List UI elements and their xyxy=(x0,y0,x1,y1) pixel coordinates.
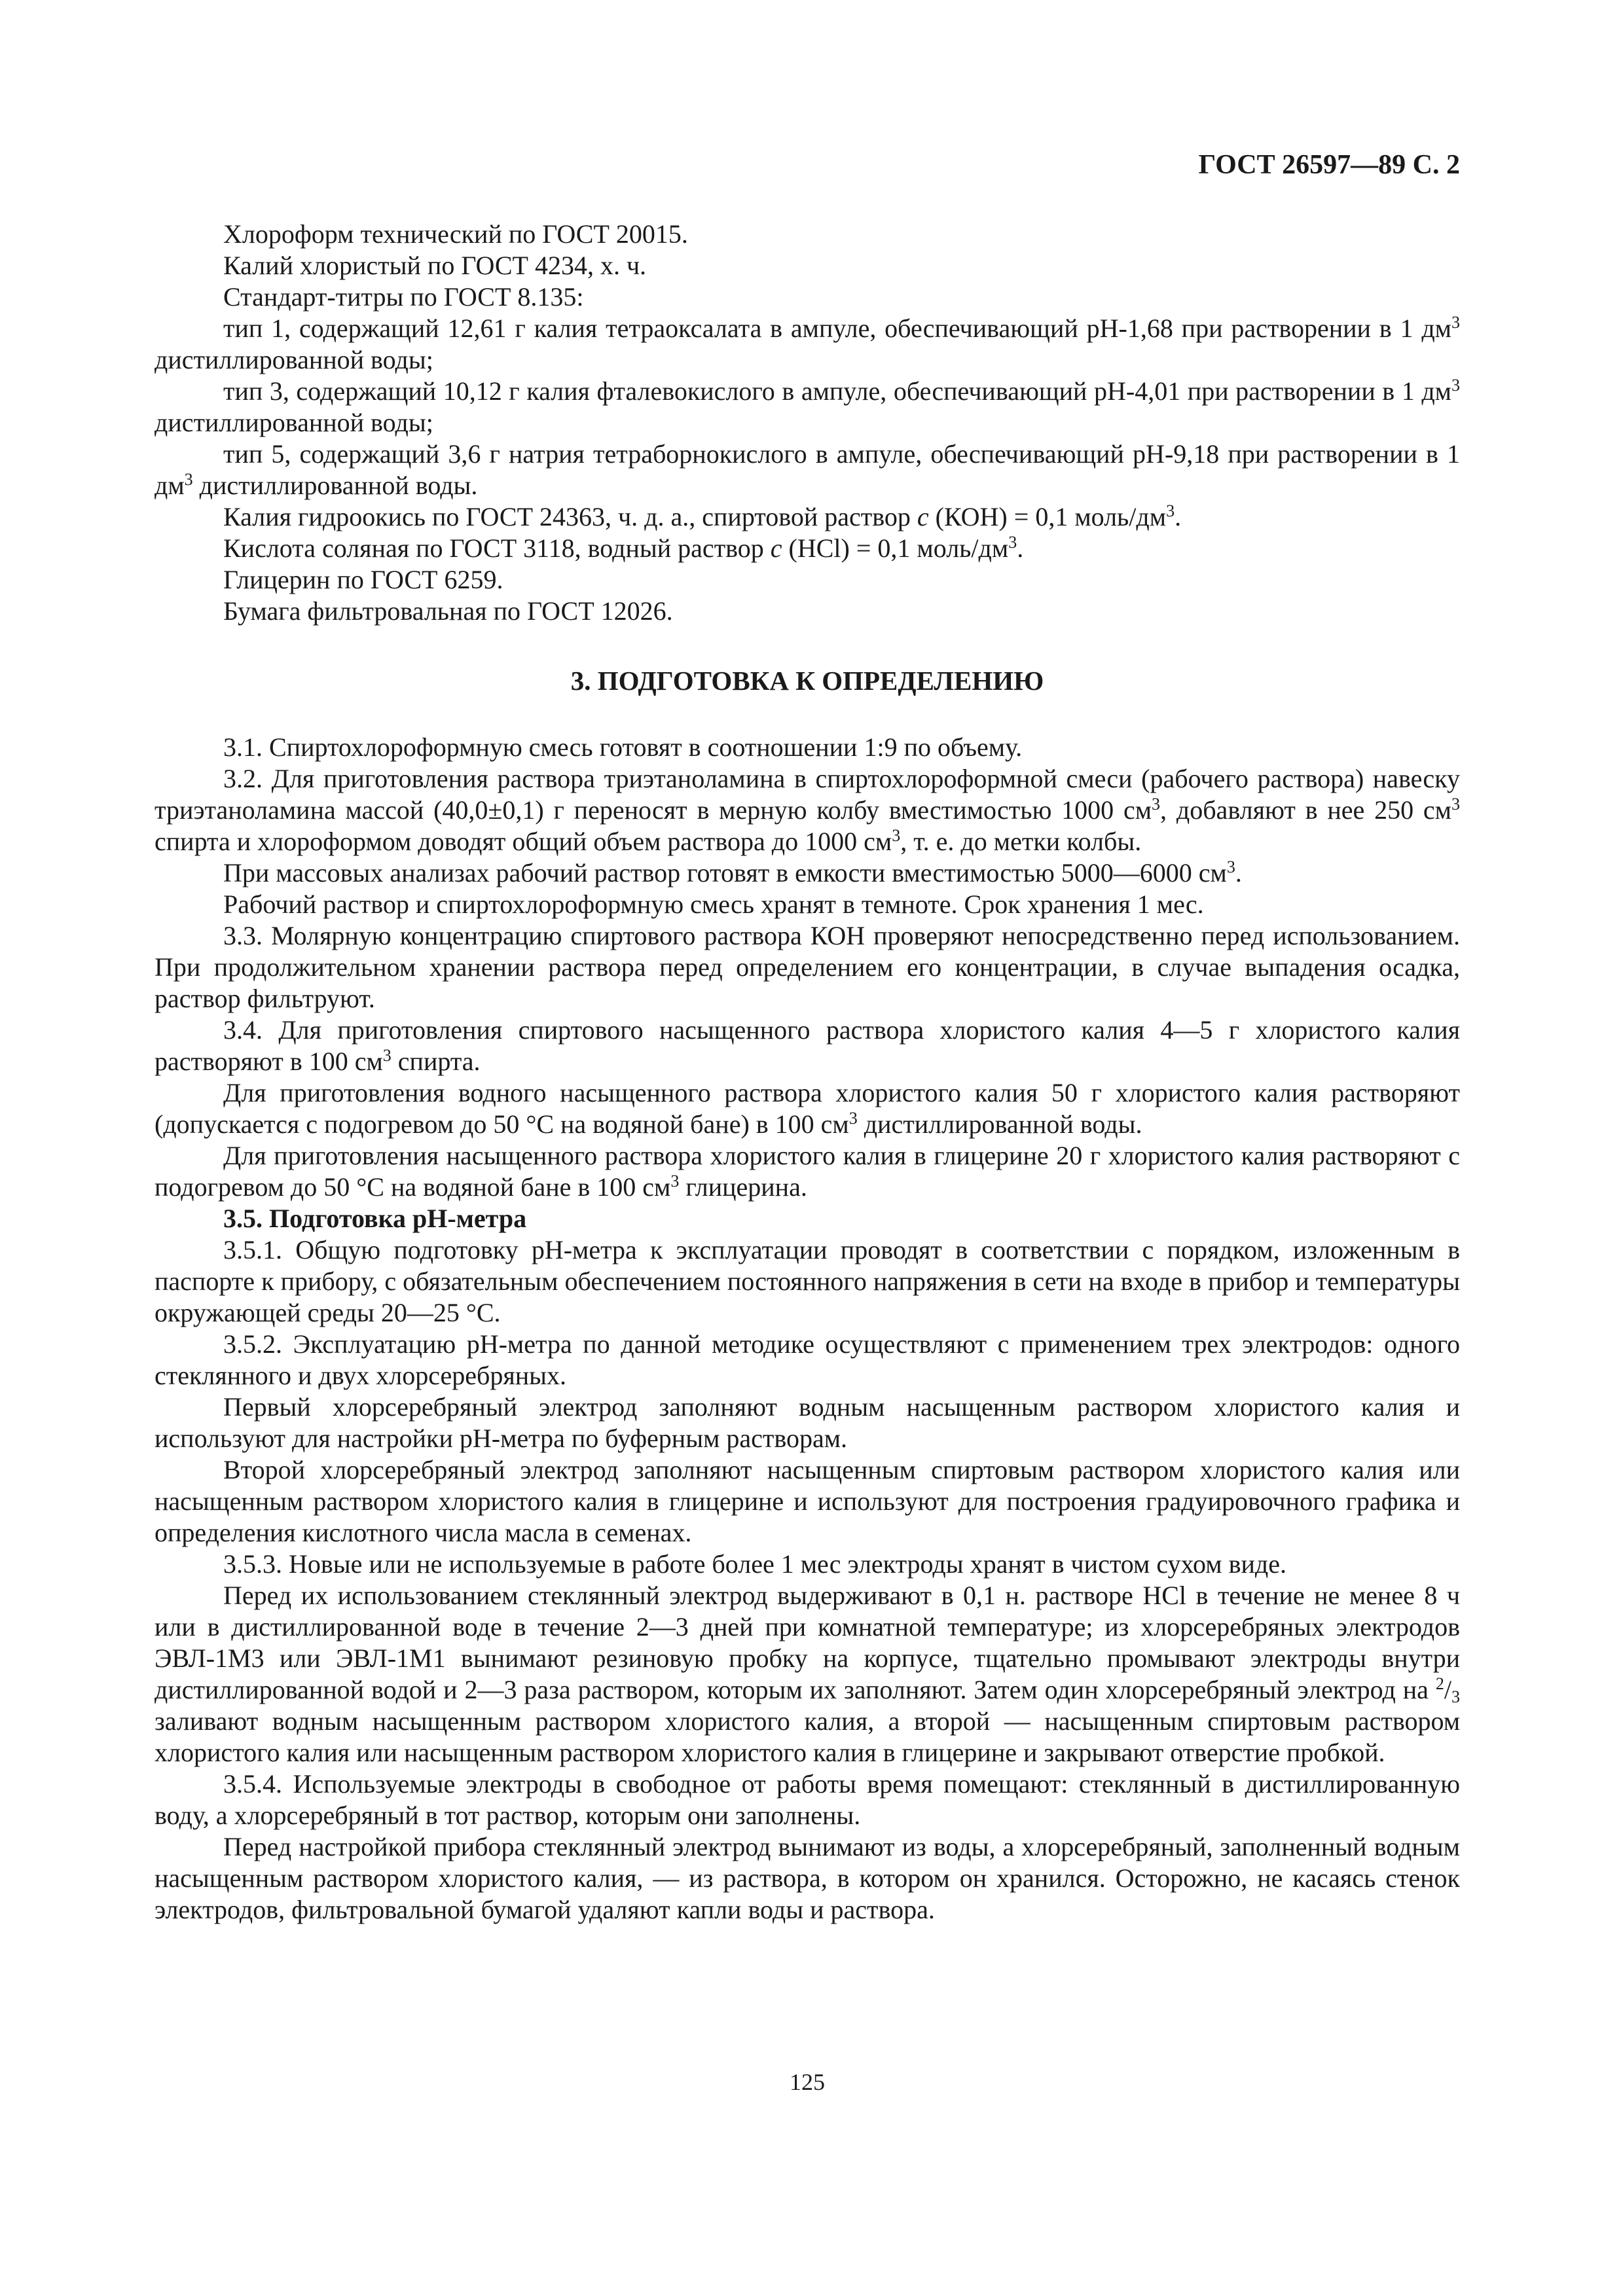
clause-3-1: 3.1. Спиртохлороформную смесь готовят в соотношении 1:9 по объему. xyxy=(223,732,1023,762)
titre-type-3: тип 3, содержащий 10,12 г калия фталевокислого в ампуле, обеспечивающий рН-4,01 при растворении в 1 $дм^3$ дистиллированной воды; xyxy=(155,376,1460,437)
page-number: 125 xyxy=(790,2069,825,2095)
titre-type-5: тип 5, содержащий 3,6 г натрия тетраборнокислого в ампуле, обеспечивающий рН-9,18 при растворении в 1 $дм^3$ дистиллированной воды. xyxy=(155,439,1460,500)
clause-3-3: 3.3. Молярную концентрацию спиртового раствора КОН проверяют непосредственно перед использованием. При продолжительном хранении раствора перед определением его концентрации, в случае выпадения осадка, раствор фильтруют. xyxy=(155,921,1460,1013)
paragraph-mass-analysis: При массовых анализах рабочий раствор готовят в емкости вместимостью 5000—6000 $см^3$. xyxy=(223,857,1242,888)
clause-3-5-4: 3.5.4. Используемые электроды в свободное от работы время помещают: стеклянный в дистиллированную воду, а хлорсеребряный в тот раствор, которым они заполнены. xyxy=(155,1769,1460,1830)
reagent-standard-titres: Стандарт-титры по ГОСТ 8.135: xyxy=(223,282,584,312)
paragraph-aqueous-solution: Для приготовления водного насыщенного раствора хлористого калия 50 г хлористого калия растворяют (допускается с подогревом до 50 °С на водяной бане) в 100 $см^3$ дистиллированной воды. xyxy=(155,1078,1460,1139)
titre-type-1: тип 1, содержащий 12,61 г калия тетраоксалата в ампуле, обеспечивающий рН-1,68 при растворении в 1 $дм^3$ дистиллированной воды; xyxy=(155,313,1460,374)
clause-3-2: 3.2. Для приготовления раствора триэтаноламина в спиртохлороформной смеси (рабочего раствора) навеску триэтаноламина массой (40,0±0,1) г переносят в мерную колбу вместимостью 1000 $см^3$, добавляют в нее 250 $см^3$ спирта и хлороформом доводят общий объем раствора до 1000 $см^3$, т. е. до метки колбы. xyxy=(155,764,1460,856)
reagent-filter-paper: Бумага фильтровальная по ГОСТ 12026. xyxy=(223,596,673,626)
paragraph-before-use: Перед их использованием стеклянный электрод выдерживают в 0,1 н. растворе НСl в течение не менее 8 ч или в дистиллированной воде в течение 2—3 дней при комнатной температуре; из хлорсеребряных электродов ЭВЛ-1М3 или ЭВЛ-1М1 вынимают резиновую пробку на корпусе, тщательно промывают электроды внутри дистиллированной водой и 2—3 раза раствором, которым их заполняют. Затем один хлорсеребряный электрод на $^2/_3$ заливают водным насыщенным раствором хлористого калия, а второй — насыщенным спиртовым раствором хлористого калия или насыщенным раствором хлористого калия в глицерине и закрывают отверстие пробкой. xyxy=(155,1581,1460,1767)
paragraph-glycerin-solution: Для приготовления насыщенного раствора хлористого калия в глицерине 20 г хлористого калия растворяют с подогревом до 50 °С на водяной бане в 100 $см^3$ глицерина. xyxy=(155,1141,1460,1202)
document-page xyxy=(155,0,1460,2296)
paragraph-storage: Рабочий раствор и спиртохлороформную смесь хранят в темноте. Срок хранения 1 мес. xyxy=(223,889,1204,919)
paragraph-setup: Перед настройкой прибора стеклянный электрод вынимают из воды, а хлорсеребряный, заполненный водным насыщенным раствором хлористого калия, — из раствора, в котором он хранился. Осторожно, не касаясь стенок электродов, фильтровальной бумагой удаляют капли воды и раствора. xyxy=(155,1832,1460,1924)
paragraph-first-electrode: Первый хлорсеребряный электрод заполняют водным насыщенным раствором хлористого калия и используют для настройки рН-метра по буферным растворам. xyxy=(155,1392,1460,1453)
clause-3-4: 3.4. Для приготовления спиртового насыщенного раствора хлористого калия 4—5 г хлористого калия растворяют в 100 $см^3$ спирта. xyxy=(155,1015,1460,1076)
document-body xyxy=(155,219,1460,1926)
clause-3-5-2: 3.5.2. Эксплуатацию рН-метра по данной методике осуществляют с применением трех электродов: одного стеклянного и двух хлорсеребряных. xyxy=(155,1329,1460,1390)
page-header: ГОСТ 26597—89 С. 2 xyxy=(1198,150,1460,180)
reagent-chloroform: Хлороформ технический по ГОСТ 20015. xyxy=(223,219,688,249)
subsection-heading: 3.5. Подготовка рН-метра xyxy=(223,1204,527,1233)
reagent-glycerin: Глицерин по ГОСТ 6259. xyxy=(223,565,503,594)
reagent-koh: Калия гидроокись по ГОСТ 24363, ч. д. а., спиртовой раствор с (КОН) = 0,1 моль/$дм^3$. xyxy=(223,501,1182,531)
clause-3-5-3: 3.5.3. Новые или не используемые в работе более 1 мес электроды хранят в чистом сухом виде. xyxy=(223,1549,1286,1579)
clause-3-5-1: 3.5.1. Общую подготовку рН-метра к эксплуатации проводят в соответствии с порядком, изложенным в паспорте к прибору, с обязательным обеспечением постоянного напряжения в сети на входе в прибор и температуры окружающей среды 20—25 °С. xyxy=(155,1235,1460,1327)
section-heading: 3. ПОДГОТОВКА К ОПРЕДЕЛЕНИЮ xyxy=(570,666,1044,696)
reagent-kcl: Калий хлористый по ГОСТ 4234, х. ч. xyxy=(223,251,647,280)
paragraph-second-electrode: Второй хлорсеребряный электрод заполняют насыщенным спиртовым раствором хлористого калия или насыщенным раствором хлористого калия в глицерине и используют для построения градуировочного графика и определения кислотного числа масла в семенах. xyxy=(155,1455,1460,1547)
reagent-hcl: Кислота соляная по ГОСТ 3118, водный раствор с (НСl) = 0,1 моль/$дм^3$. xyxy=(223,533,1024,563)
